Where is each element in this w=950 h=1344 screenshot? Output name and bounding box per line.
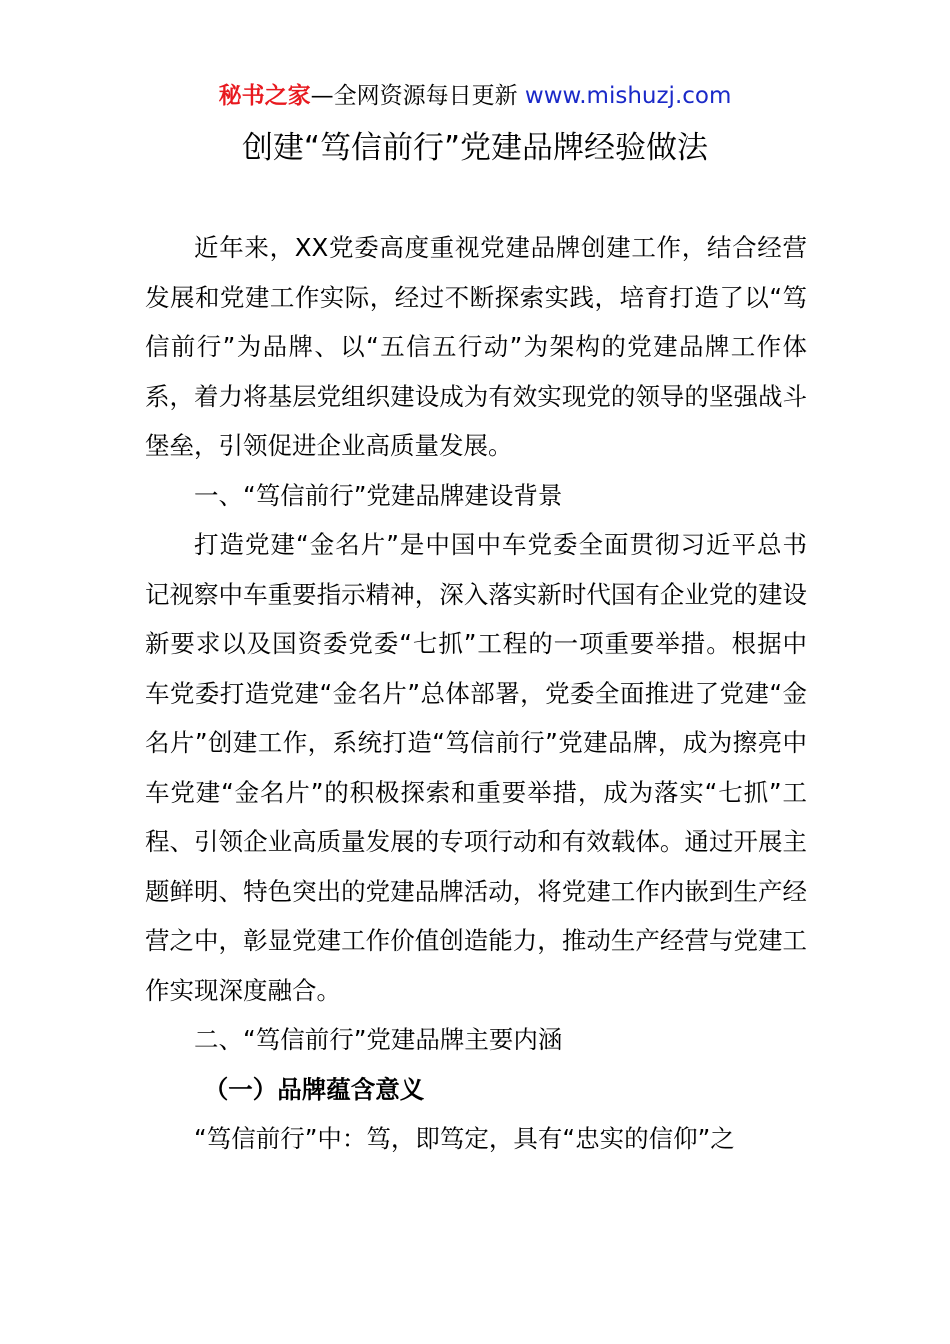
subsection-heading-1: （一）品牌蕴含意义 (203, 1074, 425, 1104)
section-heading-2: 二、“笃信前行”党建品牌主要内涵 (194, 1025, 563, 1054)
background-paragraph: 打造党建“金名片”是中国中车党委全面贯彻习近平总书记视察中车重要指示精神，深入落实新时代国有企业党的建设新要求以及国资委党委“七抓”工程的一项重要举措。根据中车党委打造党建“金名片”总体部署，党委全面推进了党建“金名片”创建工作，系统打造“笃信前行”党建品牌，成为擦亮中车党建“金名片”的积极探索和重要举措，成为落实“七抓”工程、引领企业高质量发展的专项行动和有效载体。通过开展主题鲜明、特色突出的党建品牌活动，将党建工作内嵌到生产经营之中，彰显党建工作价值创造能力，推动生产经营与党建工作实现深度融合。 (145, 530, 807, 1005)
meaning-paragraph: “笃信前行”中：笃，即笃定，具有“忠实的信仰”之 (194, 1124, 735, 1153)
document-title: 创建“笃信前行”党建品牌经验做法 (241, 130, 709, 166)
site-brand: 秘书之家 (218, 83, 311, 109)
document-body (145, 223, 807, 1164)
intro-paragraph: 近年来，XX党委高度重视党建品牌创建工作，结合经营发展和党建工作实际，经过不断探索实践，培育打造了以“笃信前行”为品牌、以“五信五行动”为架构的党建品牌工作体系，着力将基层党组织建设成为有效实现党的领导的坚强战斗堡垒，引领促进企业高质量发展。 (145, 233, 807, 460)
site-slogan: —全网资源每日更新 (310, 83, 518, 109)
site-url-link[interactable]: www.mishuzj.com (524, 83, 732, 109)
section-heading-1: 一、“笃信前行”党建品牌建设背景 (194, 480, 563, 510)
site-header (0, 80, 950, 112)
